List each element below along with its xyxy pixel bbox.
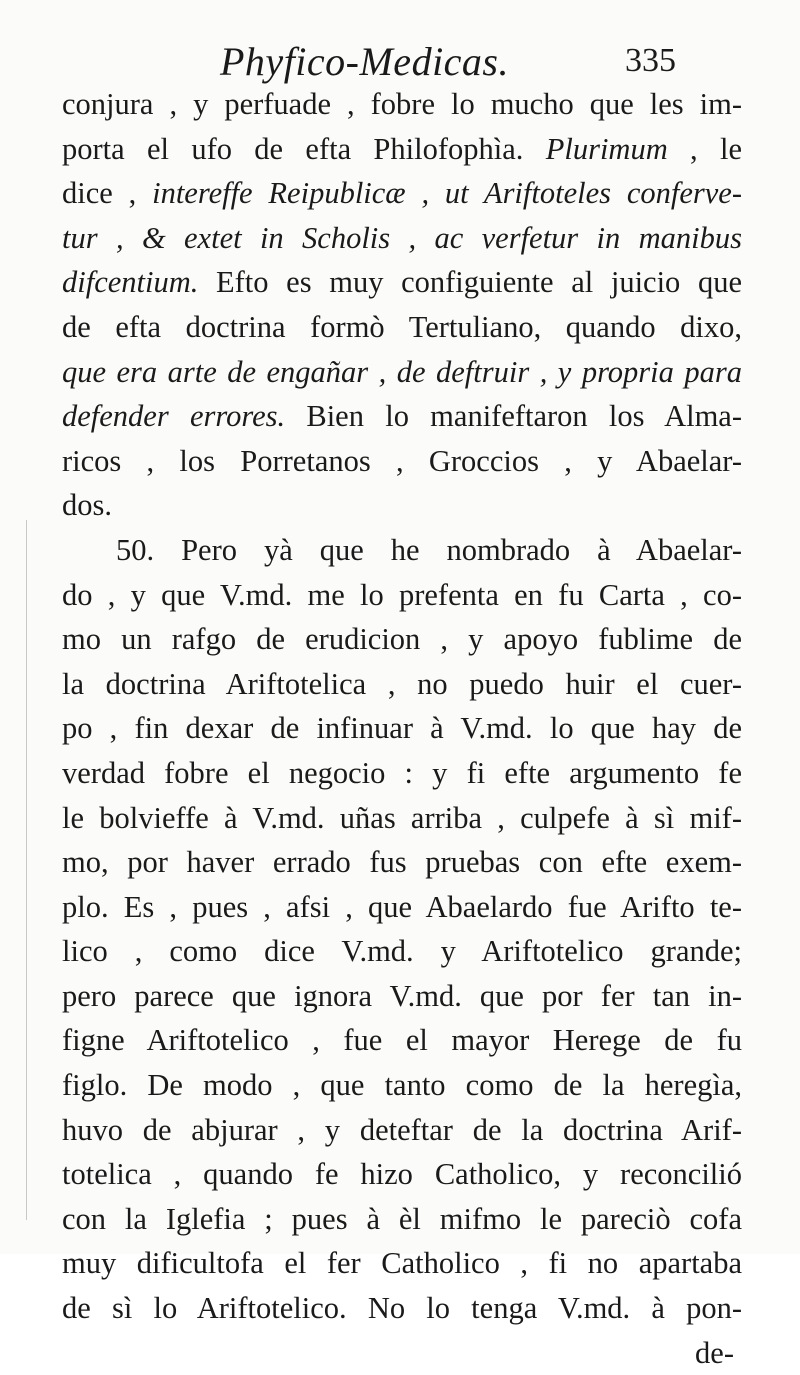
text-span: conjura , y perfuade , fobre lo mucho que les im- — [62, 87, 742, 121]
text-span: figlo. De modo , que tanto como de la heregìa, — [62, 1068, 742, 1103]
text-span: porta el ufo de efta Philofophìa. — [62, 131, 546, 166]
italic-text: intereffe Reipublicæ , ut Ariftoteles conferve- — [152, 176, 742, 211]
text-line — [62, 796, 742, 841]
text-span: dice , — [62, 176, 153, 211]
text-line — [62, 974, 742, 1019]
text-line — [62, 662, 742, 707]
text-span: 50. Pero yà que he nombrado à Abaelar- — [116, 532, 742, 567]
body-text — [62, 82, 742, 1375]
text-span: con la Iglefia ; pues à èl mifmo le pareciò cofa — [62, 1201, 742, 1236]
page-header — [220, 38, 700, 88]
text-span: do , y que V.md. me lo prefenta en fu Carta , co- — [62, 577, 742, 612]
italic-text: Plurimum — [545, 131, 668, 166]
text-line — [62, 394, 742, 439]
text-line — [62, 1197, 742, 1242]
text-line — [62, 617, 742, 662]
paragraph-2 — [62, 528, 742, 1331]
text-line — [62, 1063, 742, 1108]
text-span: mo un rafgo de erudicion , y apoyo fublime de — [62, 622, 742, 657]
text-span: totelica , quando fe hizo Catholico, y reconcilió — [62, 1157, 742, 1192]
running-title: Phyfico-Medicas. — [220, 39, 509, 84]
page-number: 335 — [625, 42, 676, 79]
catchword: de- — [695, 1335, 734, 1370]
text-span: Bien lo manifeftaron los Alma- — [285, 399, 742, 434]
text-line — [62, 751, 742, 796]
text-line — [62, 171, 742, 216]
text-span: , le — [667, 131, 742, 166]
text-line — [62, 82, 742, 127]
text-span: la doctrina Ariftotelica , no puedo huir el cuer- — [62, 666, 742, 701]
text-line — [62, 305, 742, 350]
text-line — [62, 840, 742, 885]
text-line — [62, 260, 742, 305]
italic-text: que era arte de engañar , de deftruir , y propria para — [62, 354, 742, 389]
text-span: lico , como dice V.md. y Ariftotelico grande; — [62, 934, 742, 969]
text-span: po , fin dexar de infinuar à V.md. lo que hay de — [62, 711, 742, 746]
binding-shadow-line — [26, 520, 27, 1220]
text-span: de sì lo Ariftotelico. No lo tenga V.md. à pon- — [62, 1291, 742, 1326]
text-line — [62, 127, 742, 172]
text-span: verdad fobre el negocio : y fi efte argumento fe — [62, 755, 742, 790]
text-line — [62, 929, 742, 974]
text-span: plo. Es , pues , afsi , que Abaelardo fue Arifto te- — [62, 889, 742, 924]
text-line — [62, 706, 742, 751]
italic-text: tur , & extet in Scholis , ac verfetur in manibus — [62, 220, 742, 255]
text-line — [62, 1108, 742, 1153]
text-line — [62, 439, 742, 484]
text-span: Efto es muy configuiente al juicio que — [198, 265, 742, 300]
text-line — [62, 216, 742, 261]
text-line — [62, 350, 742, 395]
text-line — [62, 573, 742, 618]
text-span: pero parece que ignora V.md. que por fer tan in- — [62, 978, 742, 1013]
text-span: mo, por haver errado fus pruebas con efte exem- — [62, 845, 742, 880]
text-span: ricos , los Porretanos , Groccios , y Abaelar- — [62, 443, 742, 478]
text-line — [62, 1286, 742, 1331]
text-span: muy dificultofa el fer Catholico , fi no apartaba — [62, 1246, 742, 1281]
text-span: dos. — [62, 488, 112, 523]
text-line — [62, 1152, 742, 1197]
text-line — [62, 1241, 742, 1286]
text-line — [62, 1018, 742, 1063]
text-span: le bolvieffe à V.md. uñas arriba , culpefe à sì mif- — [62, 800, 742, 835]
paragraph-1 — [62, 82, 742, 528]
text-span: huvo de abjurar , y deteftar de la doctrina Arif- — [62, 1112, 742, 1147]
text-span: figne Ariftotelico , fue el mayor Herege de fu — [62, 1023, 742, 1058]
italic-text: defender errores. — [62, 399, 286, 434]
text-line — [62, 885, 742, 930]
text-span: de efta doctrina formò Tertuliano, quando dixo, — [62, 309, 742, 344]
italic-text: difcentium. — [62, 265, 199, 300]
text-line — [62, 483, 742, 528]
text-line — [62, 528, 742, 573]
